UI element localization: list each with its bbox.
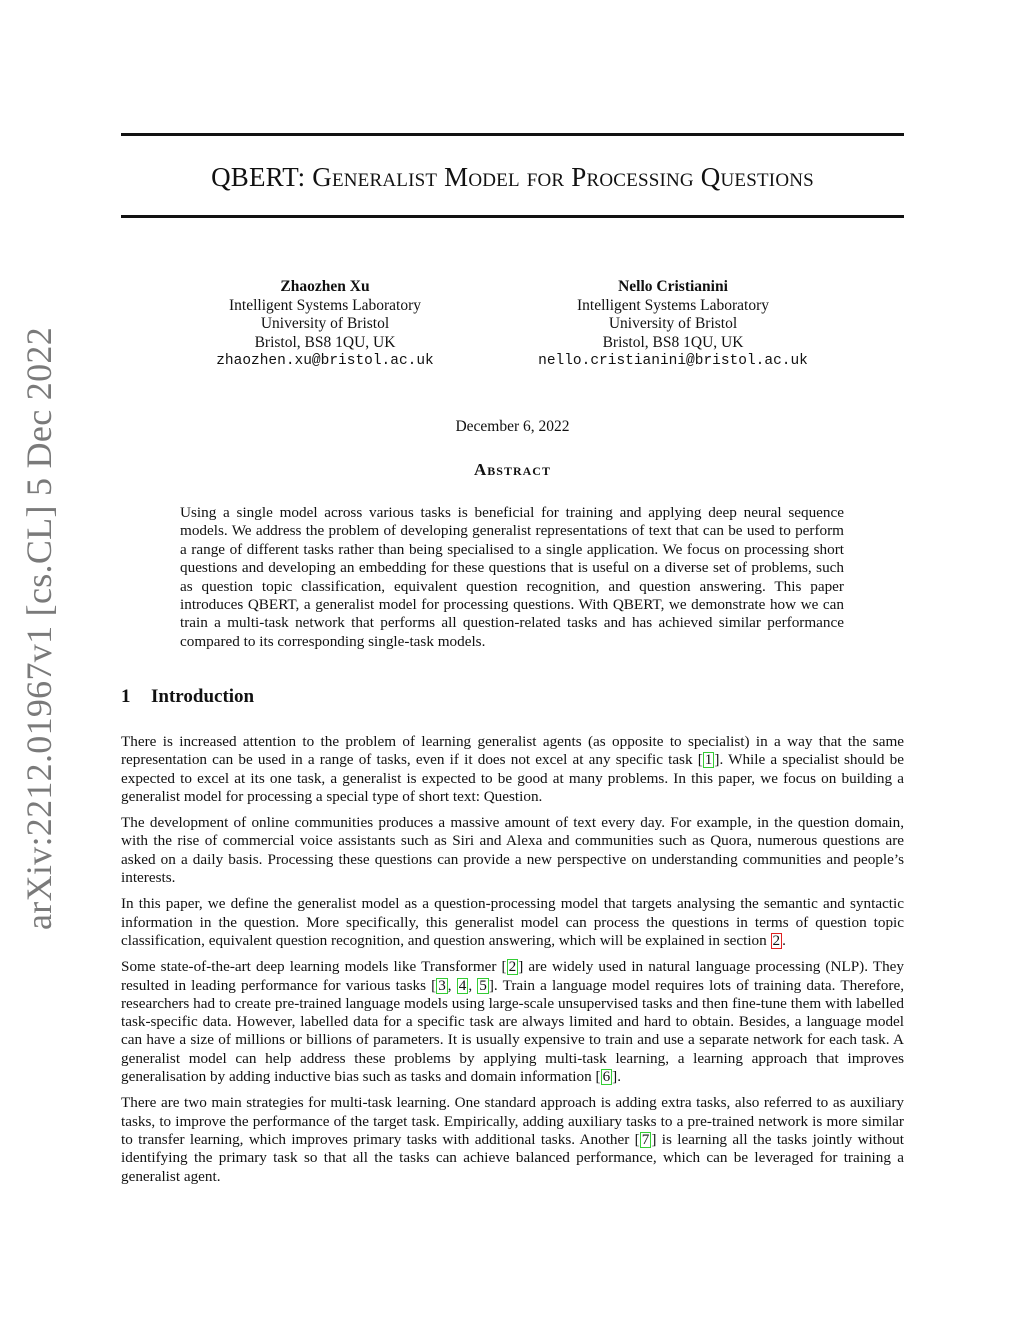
author-university: University of Bristol — [260, 315, 390, 332]
author-name: Zhaozhen Xu — [280, 278, 370, 295]
title-bottom-rule — [121, 215, 904, 218]
author-block — [523, 278, 823, 371]
paper-date: December 6, 2022 — [455, 418, 570, 435]
citation-link[interactable]: 2 — [508, 958, 517, 976]
author-email[interactable]: zhaozhen.xu@bristol.ac.uk — [216, 353, 434, 369]
paragraph-text: Some state-of-the-art deep learning models like Transformer [ — [121, 958, 507, 976]
author-lab: Intelligent Systems Laboratory — [229, 296, 421, 314]
paragraph-text: ]. While a specialist should be expected to excel at its one task, a generalist is expected to be good at many problems. In this paper, we focus on building a generalist model for processing a special type of short text: Question. — [121, 751, 904, 805]
paper-title: QBERT: Generalist Model for Processing Questions — [211, 162, 814, 192]
abstract-text: Using a single model across various tasks is beneficial for training and applying deep neural sequence models. We address the problem of developing generalist representations of text that can be used to perform a range of different tasks rather than being specialised to a single application. We focus on processing short questions and developing an embedding for these questions that is useful on a diverse set of problems, such as question topic classification, equivalent question recognition, and question answering. This paper introduces QBERT, a generalist model for processing questions. With QBERT, we demonstrate how we can train a multi-task network that performs all question-related tasks and has achieved similar performance compared to its corresponding single-task models. — [180, 504, 844, 650]
paragraph: The development of online communities produces a massive amount of text every day. For example, in the question domain, with the rise of commercial voice assistants such as Siri and Alexa and communities such as Quora, numerous questions are asked on a daily basis. Processing these questions can provide a new perspective on understanding communities and people’s interests. — [121, 814, 904, 887]
section-title: Introduction — [151, 686, 255, 707]
paragraph — [121, 895, 904, 950]
author-email[interactable]: nello.cristianini@bristol.ac.uk — [538, 353, 808, 369]
paragraph-text: ] is learning all the tasks jointly without identifying the primary task so that all the tasks can achieve balanced performance, which can be leveraged for training a generalist agent. — [121, 1130, 904, 1185]
citation-link[interactable]: 7 — [641, 1130, 650, 1148]
paragraph-text: ]. — [612, 1068, 622, 1086]
citation-link[interactable]: 4 — [458, 976, 467, 994]
paragraph-text: . — [782, 931, 786, 949]
paragraph-text: There are two main strategies for multi-task learning. One standard approach is adding extra tasks, also referred to as auxiliary tasks, to improve the performance of the target task. Empirically, adding auxiliary tasks to a pre-trained network is more similar to transfer learning, which improves primary tasks with additional tasks. Another [ — [121, 1094, 904, 1148]
author-name: Nello Cristianini — [618, 278, 728, 295]
paragraph-text: ]. Train a language model requires lots of training data. Therefore, researchers had to create pre-trained language models using large-scale unsupervised tasks and then fine-tune them with labelled task-specific data. However, labelled data for a specific task are always limited and hard to obtain. Besides, a language model can have a size of millions or billions of parameters. It is usually expensive to train and use a separate network for each task. A generalist model can help address these problems by applying multi-task learning, a learning approach that improves generalisation by adding inductive bias such as tasks and domain information [ — [121, 976, 904, 1086]
citation-link[interactable]: 1 — [704, 751, 713, 769]
author-university: University of Bristol — [608, 315, 738, 332]
section-link[interactable]: 2 — [772, 931, 781, 949]
author-address: Bristol, BS8 1QU, UK — [602, 333, 744, 351]
paragraph-text: In this paper, we define the generalist model as a question-processing model that targets analysing the semantic and syntactic information in the question. More specifically, this generalist model can process the questions in terms of question topic classification, equivalent question recognition, and question answering, which will be explained in section — [121, 895, 904, 949]
section-number: 1 — [121, 686, 131, 707]
arxiv-identifier: arXiv:2212.01967v1 [cs.CL] 5 Dec 2022 — [19, 327, 59, 930]
citation-link[interactable]: 5 — [479, 976, 487, 994]
section-body — [121, 733, 904, 1194]
author-lab: Intelligent Systems Laboratory — [577, 296, 769, 314]
author-block — [175, 278, 475, 371]
paragraph-text: ] are widely used in natural language processing (NLP). They resulted in leading performance for various tasks [ — [121, 958, 905, 994]
citation-link[interactable]: 6 — [602, 1068, 611, 1086]
citation-link[interactable]: 3 — [438, 976, 446, 994]
section-heading — [121, 686, 254, 708]
paragraph: Some state-of-the-art deep learning models like Transformer [ 2 ] are widely used in natural language processing (NLP). They resulted in leading performance for various tasks [ 3 , 4 , 5 ]. Train a language model requires lots of training data. Therefore, researchers had to create pre-trained language models using large-scale unsupervised tasks and then fine-tune them with labelled task-specific data. However, labelled data for a specific task are always limited and hard to obtain. Besides, a language model can have a size of millions or billions of parameters. It is usually expensive to train and use a separate network for each task. A generalist model can help address these problems by applying multi-task learning, a learning approach that improves generalisation by adding inductive bias such as tasks and domain information [ 6 ]. — [121, 958, 905, 1086]
paragraph — [121, 1094, 904, 1185]
paragraph-text: There is increased attention to the problem of learning generalist agents (as opposite to specialist) in a way that the same representation can be used in a range of tasks, even if it does not excel at any specific task [ — [121, 733, 904, 769]
title-top-rule — [121, 133, 904, 136]
author-address: Bristol, BS8 1QU, UK — [254, 333, 396, 351]
paragraph — [121, 733, 904, 806]
abstract-heading: Abstract — [474, 460, 551, 479]
